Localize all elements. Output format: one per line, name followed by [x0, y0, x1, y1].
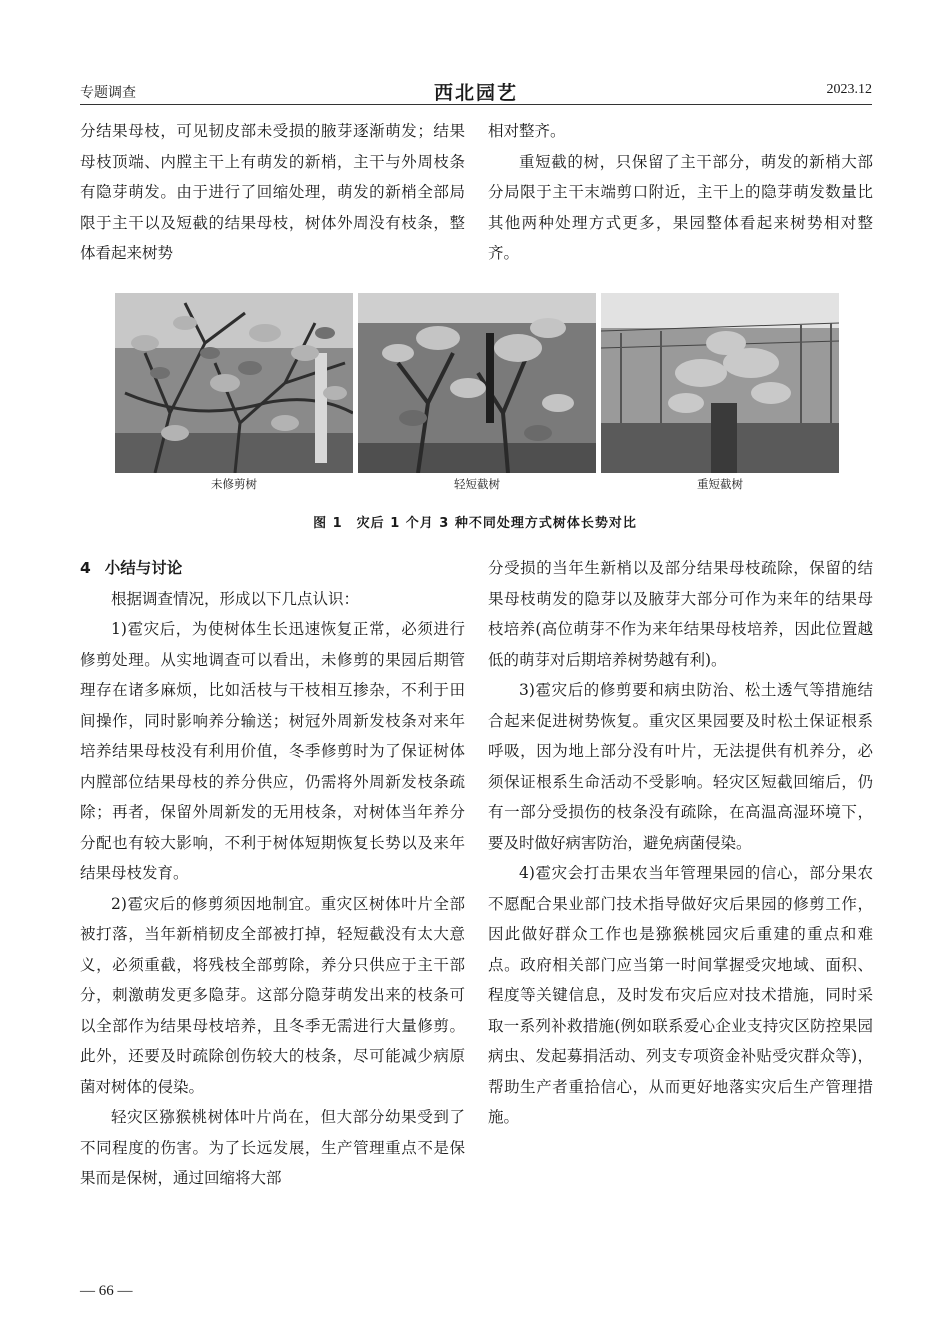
photo-unpruned-tree — [115, 293, 353, 473]
top-right-column — [488, 116, 873, 269]
paragraph-point-2: 2)雹灾后的修剪须因地制宜。重灾区树体叶片全部被打落，当年新梢韧皮全部被打掉，轻短截没有太大意义，必须重截，将残枝全部剪除，养分只供应于主干部分，刺激萌发更多隐芽。这部分隐芽萌发出来的枝条可以全部作为结果母枝培养，且冬季无需进行大量修剪。此外，还要及时疏除创伤较大的枝条，尽可能减少病原菌对树体的侵染。 — [80, 894, 465, 1096]
figure-title: 图 1 灾后 1 个月 3 种不同处理方式树体长势对比 — [313, 516, 637, 531]
photo-heavy-cut-tree — [601, 293, 839, 473]
section-title: 小结与讨论 — [104, 559, 183, 577]
caption-heavy-cut: 重短截树 — [697, 477, 743, 491]
journal-logo: 西北园艺 — [433, 82, 518, 104]
header-rule — [80, 104, 872, 105]
page-header — [80, 78, 872, 102]
paragraph-point-1: 1)雹灾后，为使树体生长迅速恢复正常，必须进行修剪处理。从实地调查可以看出，未修剪的果园后期管理存在诸多麻烦，比如活枝与干枝相互掺杂，不利于田间操作，同时影响养分输送；树冠外周新发枝条对来年培养结果母枝没有利用价值，冬季修剪时为了保证树体内膛部位结果母枝的养分供应，仍需将外周新发枝条疏除；再者，保留外周新发的无用枝条，对树体当年养分分配也有较大影响，不利于树体短期恢复长势以及来年结果母枝发育。 — [80, 620, 465, 882]
paragraph-light-damage: 轻灾区猕猴桃树体叶片尚在，但大部分幼果受到了不同程度的伤害。为了长远发展，生产管理重点不是保果而是保树，通过回缩将大部 — [80, 1108, 465, 1187]
paragraph: 分结果母枝，可见韧皮部未受损的腋芽逐渐萌发；结果母枝顶端、内膛主干上有萌发的新梢，主干与外周枝条有隐芽萌发。由于进行了回缩处理，萌发的新梢全部局限于主干以及短截的结果母枝，树体外周没有枝条，整体看起来树势 — [80, 122, 465, 262]
paragraph-intro: 根据调查情况，形成以下几点认识： — [111, 589, 360, 608]
top-left-column — [80, 116, 465, 269]
caption-light-cut: 轻短截树 — [454, 477, 500, 491]
paragraph-point-4: 4)雹灾会打击果农当年管理果园的信心，部分果农不愿配合果业部门技术指导做好灾后果园的修剪工作，因此做好群众工作也是猕猴桃园灾后重建的重点和难点。政府相关部门应当第一时间掌握受灾地域、面积、程度等关键信息，及时发布灾后应对技术措施，同时采取一系列补救措施(例如联系爱心企业支持灾区防控果园病虫、发起募捐活动、列支专项资金补贴受灾群众等)，帮助生产者重拾信心，从而更好地落实灾后生产管理措施。 — [488, 864, 873, 1126]
issue-date: 2023.12 — [826, 82, 872, 97]
caption-unpruned: 未修剪树 — [211, 477, 257, 491]
paragraph: 重短截的树，只保留了主干部分，萌发的新梢大部分局限于主干末端剪口附近，主干上的隐芽萌发数量比其他两种处理方式更多，果园整体看起来树势相对整齐。 — [488, 152, 873, 262]
left-column — [80, 553, 465, 1194]
section-number: 4 — [80, 559, 91, 577]
section-heading — [80, 553, 465, 584]
paragraph-continuation: 分受损的当年生新梢以及部分结果母枝疏除，保留的结果母枝萌发的隐芽以及腋芽大部分可作为来年的结果母枝培养(高位萌芽不作为来年结果母枝培养，因此位置越低的萌芽对后期培养树势越有利)。 — [488, 559, 873, 669]
photo-light-cut-tree — [358, 293, 596, 473]
section-label: 专题调查 — [80, 85, 136, 101]
paragraph-continuation: 相对整齐。 — [488, 122, 566, 140]
paragraph-point-3: 3)雹灾后的修剪要和病虫防治、松土透气等措施结合起来促进树势恢复。重灾区果园要及时松土保证根系呼吸，因为地上部分没有叶片，无法提供有机养分，必须保证根系生命活动不受影响。轻灾区短截回缩后，仍有一部分受损伤的枝条没有疏除，在高温高湿环境下，要及时做好病害防治，避免病菌侵染。 — [488, 681, 873, 852]
right-column — [488, 553, 873, 1133]
page-number: — 66 — — [80, 1283, 133, 1299]
